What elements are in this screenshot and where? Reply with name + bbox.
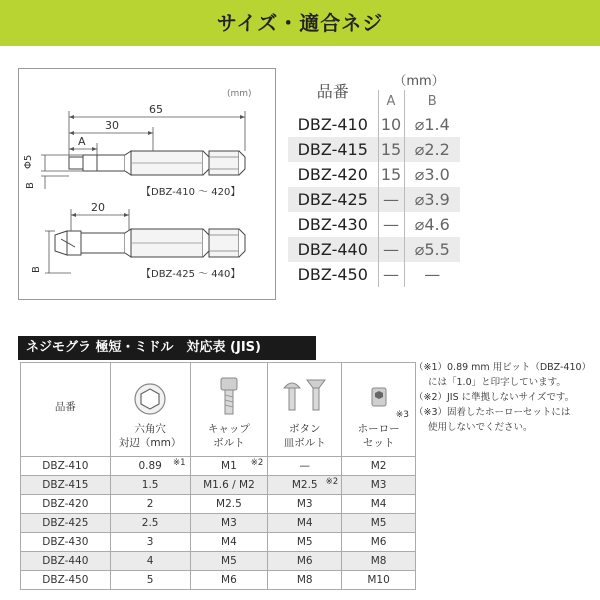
row-code: DBZ-415 xyxy=(21,476,111,495)
cap-bolt-icon xyxy=(218,376,240,416)
header-cap-line2: ボルト xyxy=(213,437,245,449)
row-hex xyxy=(110,457,190,476)
page-title: サイズ・適合ネジ xyxy=(216,11,384,35)
note-line: には「1.0」と印字しています。 xyxy=(428,377,566,388)
row-hollow: M5 xyxy=(342,514,416,533)
footnotes xyxy=(414,360,596,435)
dim-code: DBZ-450 xyxy=(297,265,368,284)
row-code: DBZ-425 xyxy=(21,514,111,533)
dim-header-b: B xyxy=(404,90,460,112)
row-hollow: M8 xyxy=(342,552,416,571)
header-hex xyxy=(110,363,190,457)
dim-code: DBZ-410 xyxy=(297,115,368,134)
row-cap: M6 xyxy=(190,571,268,590)
dim-code: DBZ-415 xyxy=(288,137,378,162)
row-hollow: M10 xyxy=(342,571,416,590)
row-button xyxy=(268,476,342,495)
bottom-bit-drawing xyxy=(55,229,245,257)
row-button: M6 xyxy=(268,552,342,571)
dimension-table xyxy=(288,68,460,287)
screw-compatibility-table xyxy=(20,362,416,590)
note-line: （※3）固着したホーローセットには xyxy=(414,407,571,418)
row-code: DBZ-440 xyxy=(21,552,111,571)
row-hex-note: ※1 xyxy=(173,458,186,468)
note-line: （※2）JIS に準拠しないサイズです。 xyxy=(414,392,575,403)
row-cap xyxy=(190,457,268,476)
dim-a: — xyxy=(378,187,404,212)
dim-b: ⌀3.9 xyxy=(404,187,460,212)
row-hex: 4 xyxy=(110,552,190,571)
row-hex: 5 xyxy=(110,571,190,590)
row-hex: 2.5 xyxy=(110,514,190,533)
row-cap: M3 xyxy=(190,514,268,533)
dim-code: DBZ-430 xyxy=(297,215,368,234)
dim-header-code: 品番 xyxy=(316,81,349,101)
row-button-value: M2.5 xyxy=(291,479,318,491)
row-cap: M4 xyxy=(190,533,268,552)
header-button-line1: ボタン xyxy=(289,423,321,435)
dim-code: DBZ-425 xyxy=(288,187,378,212)
dim-a: — xyxy=(378,237,404,262)
row-button-note: ※2 xyxy=(325,477,339,487)
table-row xyxy=(288,262,460,287)
caption-top: 【DBZ-410 ～ 420】 xyxy=(141,187,241,198)
dim-b: ⌀4.6 xyxy=(404,212,460,237)
header-code xyxy=(21,363,111,457)
note-line: （※1）0.89 mm 用ビット（DBZ-410） xyxy=(414,362,592,373)
row-code: DBZ-410 xyxy=(21,457,111,476)
note-line: 使用しないでください。 xyxy=(428,422,533,433)
table-row xyxy=(21,514,416,533)
row-hex: 3 xyxy=(110,533,190,552)
dim-b-bottom-label: B xyxy=(31,266,42,273)
compatibility-section-bar xyxy=(18,336,316,360)
section-title: ネジモグラ 極短・ミドル 対応表 (JIS) xyxy=(26,340,261,355)
row-hollow: M2 xyxy=(342,457,416,476)
dim-b: ⌀1.4 xyxy=(404,112,460,137)
row-code: DBZ-450 xyxy=(21,571,111,590)
header-button xyxy=(268,363,342,457)
dim-phi5-label: Φ5 xyxy=(23,154,34,169)
diagram-unit: (mm) xyxy=(227,89,252,99)
row-hollow: M4 xyxy=(342,495,416,514)
header-hex-line2: 対辺（mm） xyxy=(118,437,182,449)
header-code-label: 品番 xyxy=(54,400,76,413)
row-cap-value: M1 xyxy=(221,460,237,472)
row-hex-value: 0.89 xyxy=(138,460,162,472)
row-button: M4 xyxy=(268,514,342,533)
table-row xyxy=(288,162,460,187)
row-cap: M2.5 xyxy=(190,495,268,514)
dim-30-label: 30 xyxy=(105,119,119,132)
dim-a: 15 xyxy=(378,162,404,187)
table-row xyxy=(21,457,416,476)
header-hex-line1: 六角穴 xyxy=(134,423,166,435)
dim-header-a: A xyxy=(378,90,404,112)
header-hollow-line2: セット xyxy=(362,437,395,449)
dim-b: — xyxy=(404,262,460,287)
row-code: DBZ-430 xyxy=(21,533,111,552)
header-hollow xyxy=(342,363,416,457)
table-row xyxy=(21,552,416,571)
dim-b: ⌀5.5 xyxy=(404,237,460,262)
table-row xyxy=(21,476,416,495)
dim-a-label: A xyxy=(78,135,86,148)
row-cap-note: ※2 xyxy=(250,458,264,468)
row-button: M5 xyxy=(268,533,342,552)
table-row xyxy=(21,571,416,590)
set-screw-icon xyxy=(370,386,388,408)
dim-b-top-label: B xyxy=(25,182,36,189)
table-row xyxy=(288,112,460,137)
caption-bottom: 【DBZ-425 ～ 440】 xyxy=(141,269,241,280)
bit-dimension-diagram xyxy=(18,68,276,300)
top-bit-drawing xyxy=(69,151,245,175)
dim-code: DBZ-420 xyxy=(297,165,368,184)
header-hollow-line1: ホーロー xyxy=(357,423,400,435)
table-row xyxy=(21,533,416,552)
table-row xyxy=(288,237,460,262)
table-row xyxy=(21,495,416,514)
dim-a: — xyxy=(378,262,404,287)
header-cap-line1: キャップ xyxy=(207,423,250,435)
dim-a: 15 xyxy=(378,137,404,162)
hex-socket-icon xyxy=(133,382,167,416)
row-code: DBZ-420 xyxy=(21,495,111,514)
row-button-value: — xyxy=(299,460,310,472)
table-row xyxy=(288,212,460,237)
row-hollow: M6 xyxy=(342,533,416,552)
row-button: M8 xyxy=(268,571,342,590)
table-row xyxy=(288,187,460,212)
dim-a: — xyxy=(378,212,404,237)
dim-header-unit: （mm） xyxy=(393,73,445,89)
button-flat-bolt-icon xyxy=(281,376,329,416)
dim-a: 10 xyxy=(378,112,404,137)
table-row xyxy=(288,137,460,162)
header-cap xyxy=(190,363,268,457)
header-hollow-note: ※3 xyxy=(395,410,409,420)
row-hex: 2 xyxy=(110,495,190,514)
dim-b: ⌀3.0 xyxy=(404,162,460,187)
header-bar xyxy=(0,0,600,46)
header-button-line2: 皿ボルト xyxy=(283,437,326,449)
row-button: M3 xyxy=(268,495,342,514)
dim-65-label: 65 xyxy=(149,103,163,116)
row-cap: M1.6 / M2 xyxy=(190,476,268,495)
dim-20-label: 20 xyxy=(91,201,105,214)
row-hollow: M3 xyxy=(342,476,416,495)
dim-code: DBZ-440 xyxy=(288,237,378,262)
row-cap: M5 xyxy=(190,552,268,571)
row-button xyxy=(268,457,342,476)
row-hex: 1.5 xyxy=(110,476,190,495)
dim-b: ⌀2.2 xyxy=(404,137,460,162)
